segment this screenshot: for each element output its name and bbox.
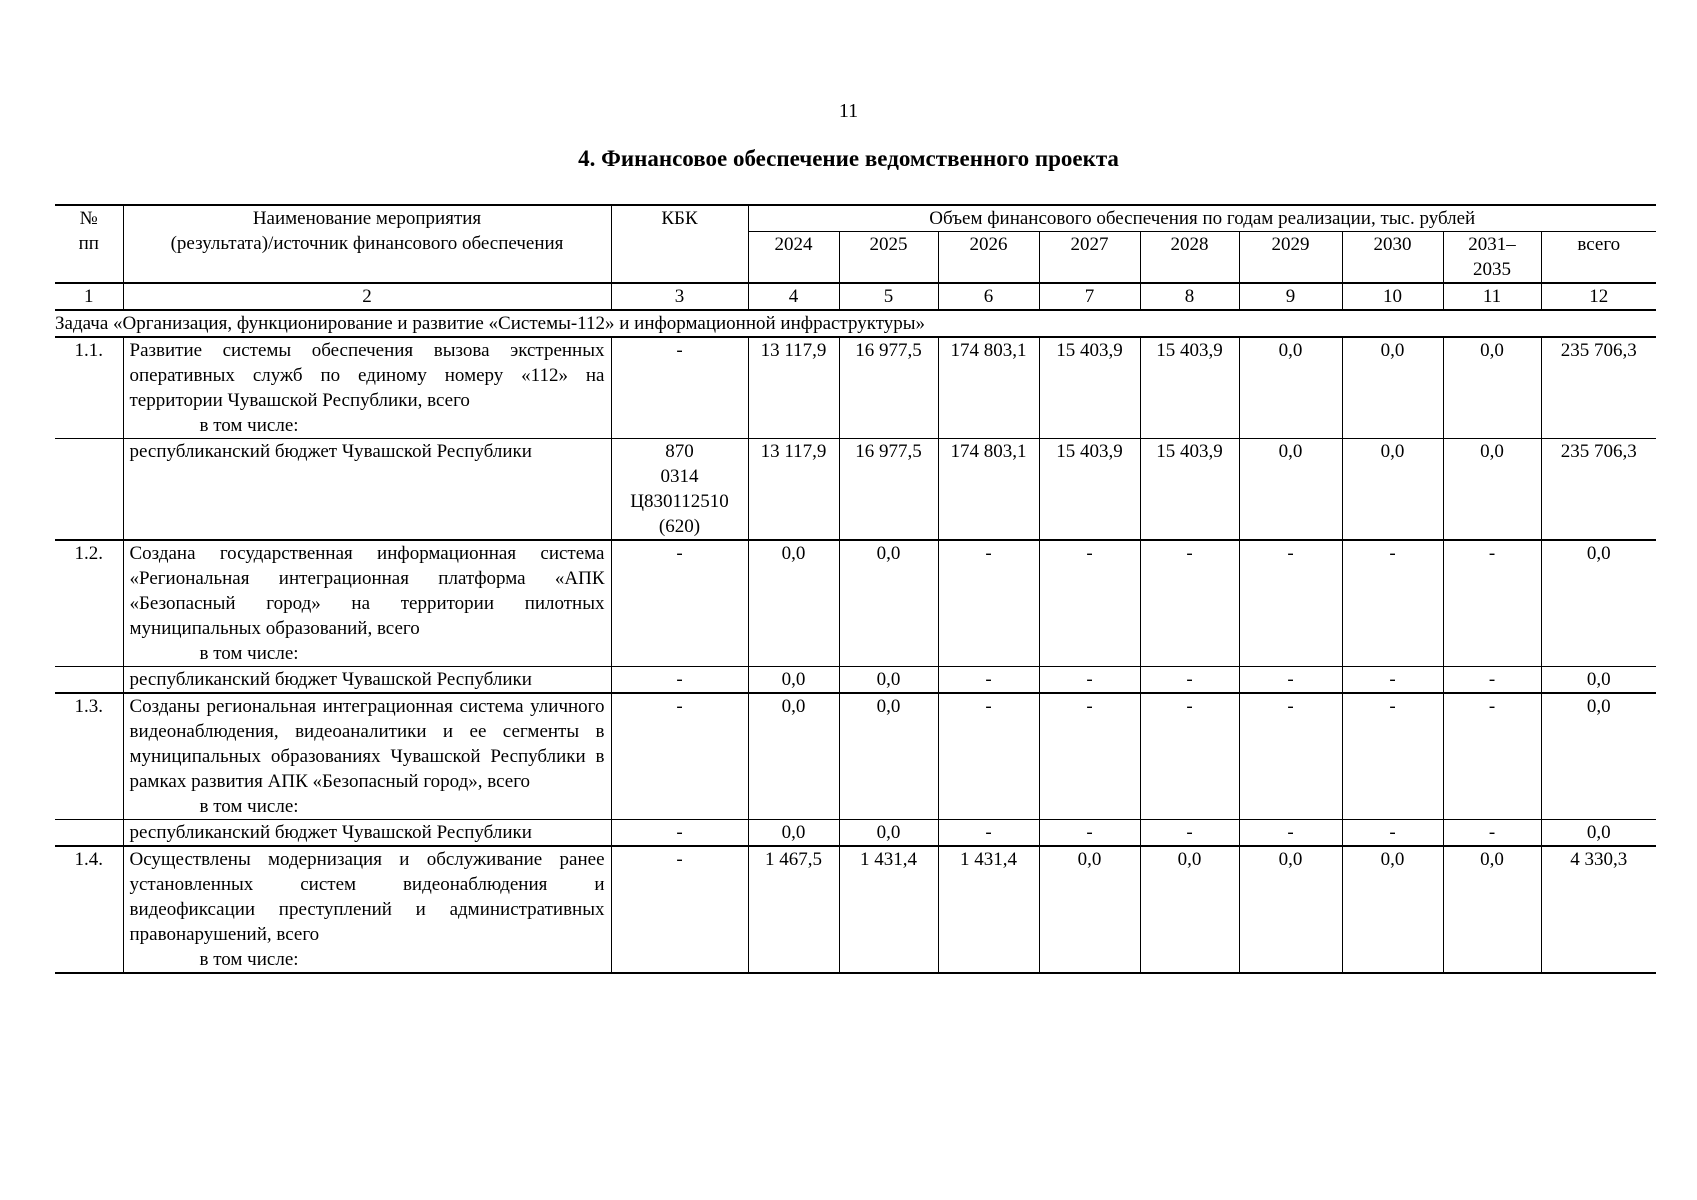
row-value: 0,0 [1039,846,1140,973]
kbk-line: - [676,669,683,690]
row-number: 1.3. [55,693,123,820]
row-kbk: - [611,337,748,439]
row-value: 0,0 [748,693,839,820]
row-value: 15 403,9 [1039,337,1140,439]
row-total: 0,0 [1541,540,1656,667]
row-name-cell [123,540,611,667]
subrow-value: - [1239,820,1342,847]
subrow-value: - [1140,667,1239,694]
subrow-value: 0,0 [1342,439,1443,541]
column-number: 8 [1140,283,1239,310]
subrow-number [55,439,123,541]
header-total: всего [1541,232,1656,284]
subrow-value: 15 403,9 [1039,439,1140,541]
subrow-kbk [611,439,748,541]
subrow-value: - [1443,820,1541,847]
row-value: 0,0 [1239,846,1342,973]
subrow-total: 0,0 [1541,820,1656,847]
row-value: 1 431,4 [938,846,1039,973]
header-year: 2026 [938,232,1039,284]
row-value: - [1239,693,1342,820]
subrow-value: 0,0 [1443,439,1541,541]
subrow-number [55,667,123,694]
subrow-kbk [611,820,748,847]
row-value: 1 431,4 [839,846,938,973]
subrow-kbk [611,667,748,694]
row-value: - [938,540,1039,667]
row-value: 0,0 [1443,846,1541,973]
kbk-line: Ц830112510 [630,491,729,512]
row-name-cell [123,337,611,439]
subrow-value: - [1039,667,1140,694]
row-value: 0,0 [1239,337,1342,439]
including-label: в том числе: [199,415,299,436]
subrow-value: 0,0 [748,820,839,847]
header-row [55,205,1656,232]
header-year: 2024 [748,232,839,284]
subrow-value: - [1342,667,1443,694]
column-number: 12 [1541,283,1656,310]
column-number: 6 [938,283,1039,310]
table-subrow [55,667,1656,694]
header-volume: Объем финансового обеспечения по годам реализации, тыс. рублей [748,205,1656,232]
table-row [55,540,1656,667]
subrow-value: - [1039,820,1140,847]
row-value: 13 117,9 [748,337,839,439]
row-value: - [1443,540,1541,667]
row-value: 0,0 [839,693,938,820]
table-row [55,337,1656,439]
subrow-value: 13 117,9 [748,439,839,541]
row-value: 1 467,5 [748,846,839,973]
including-label: в том числе: [199,949,299,970]
row-name: Созданы региональная интеграционная система уличного видеонаблюдения, видеоаналитики и ее сегменты в муниципальных образованиях Чувашской Республики в рамках развития АПК «Безопасный город», всего [129,696,605,792]
row-kbk: - [611,540,748,667]
row-value: 174 803,1 [938,337,1039,439]
row-value: - [1140,540,1239,667]
row-value: - [938,693,1039,820]
column-number: 2 [123,283,611,310]
subrow-value: 0,0 [839,667,938,694]
subrow-name: республиканский бюджет Чувашской Республики [123,439,611,541]
header-kbk: КБК [611,205,748,283]
financing-table [55,204,1656,974]
header-year-range: 2031– 2035 [1443,232,1541,284]
column-number: 3 [611,283,748,310]
subrow-value: - [1140,820,1239,847]
header-year: 2029 [1239,232,1342,284]
row-name-cell [123,846,611,973]
row-value: 15 403,9 [1140,337,1239,439]
header-year: 2025 [839,232,938,284]
kbk-line: - [676,822,683,843]
header-year: 2027 [1039,232,1140,284]
row-value: 0,0 [1342,846,1443,973]
subrow-value: 174 803,1 [938,439,1039,541]
table-row [55,693,1656,820]
subrow-total: 235 706,3 [1541,439,1656,541]
table-row [55,846,1656,973]
column-number: 1 [55,283,123,310]
subrow-value: 0,0 [748,667,839,694]
row-number: 1.1. [55,337,123,439]
column-number: 4 [748,283,839,310]
row-value: 0,0 [839,540,938,667]
header-year: 2028 [1140,232,1239,284]
row-value: 0,0 [1342,337,1443,439]
including-label: в том числе: [199,643,299,664]
column-number: 9 [1239,283,1342,310]
row-name: Создана государственная информационная система «Региональная интеграционная платформа «АПК «Безопасный город» на территории пилотных муниципальных образований, всего [129,543,605,639]
header-number: № пп [55,205,123,283]
subrow-value: - [938,820,1039,847]
row-name-cell [123,693,611,820]
document-title: 4. Финансовое обеспечение ведомственного проекта [578,146,1119,171]
row-value: - [1039,693,1140,820]
subrow-value: 0,0 [1239,439,1342,541]
column-number: 7 [1039,283,1140,310]
row-name: Развитие системы обеспечения вызова экстренных оперативных служб по единому номеру «112» на территории Чувашской Республики, всего [129,340,605,411]
row-number: 1.4. [55,846,123,973]
subrow-name: республиканский бюджет Чувашской Республики [123,667,611,694]
subrow-name: республиканский бюджет Чувашской Республики [123,820,611,847]
including-label: в том числе: [199,796,299,817]
row-kbk: - [611,846,748,973]
subrow-value: 0,0 [839,820,938,847]
header-year: 2030 [1342,232,1443,284]
row-total: 4 330,3 [1541,846,1656,973]
row-value: - [1342,693,1443,820]
table-subrow [55,439,1656,541]
subrow-number [55,820,123,847]
kbk-line: (620) [658,516,701,537]
row-value: - [1239,540,1342,667]
subrow-value: 15 403,9 [1140,439,1239,541]
row-total: 235 706,3 [1541,337,1656,439]
header-name: Наименование мероприятия (результата)/источник финансового обеспечения [123,205,611,283]
row-total: 0,0 [1541,693,1656,820]
kbk-line: 870 [665,441,694,462]
row-value: 16 977,5 [839,337,938,439]
subrow-value: - [1443,667,1541,694]
column-number: 11 [1443,283,1541,310]
row-value: 0,0 [748,540,839,667]
subrow-value: - [1342,820,1443,847]
subrow-total: 0,0 [1541,667,1656,694]
table-subrow [55,820,1656,847]
row-value: - [1443,693,1541,820]
task-row [55,310,1656,337]
row-value: 0,0 [1140,846,1239,973]
subrow-value: - [938,667,1039,694]
row-value: - [1342,540,1443,667]
row-value: 0,0 [1443,337,1541,439]
column-number: 5 [839,283,938,310]
column-numbers-row [55,283,1656,310]
page-number: 11 [838,100,859,122]
task-title: Задача «Организация, функционирование и развитие «Системы-112» и информационной инфраструктуры» [55,313,926,334]
row-name: Осуществлены модернизация и обслуживание ранее установленных систем видеонаблюдения и видеофиксации преступлений и административных правонарушений, всего [129,849,605,945]
row-value: - [1039,540,1140,667]
row-kbk: - [611,693,748,820]
kbk-line: 0314 [660,466,699,487]
column-number: 10 [1342,283,1443,310]
subrow-value: 16 977,5 [839,439,938,541]
subrow-value: - [1239,667,1342,694]
row-number: 1.2. [55,540,123,667]
row-value: - [1140,693,1239,820]
